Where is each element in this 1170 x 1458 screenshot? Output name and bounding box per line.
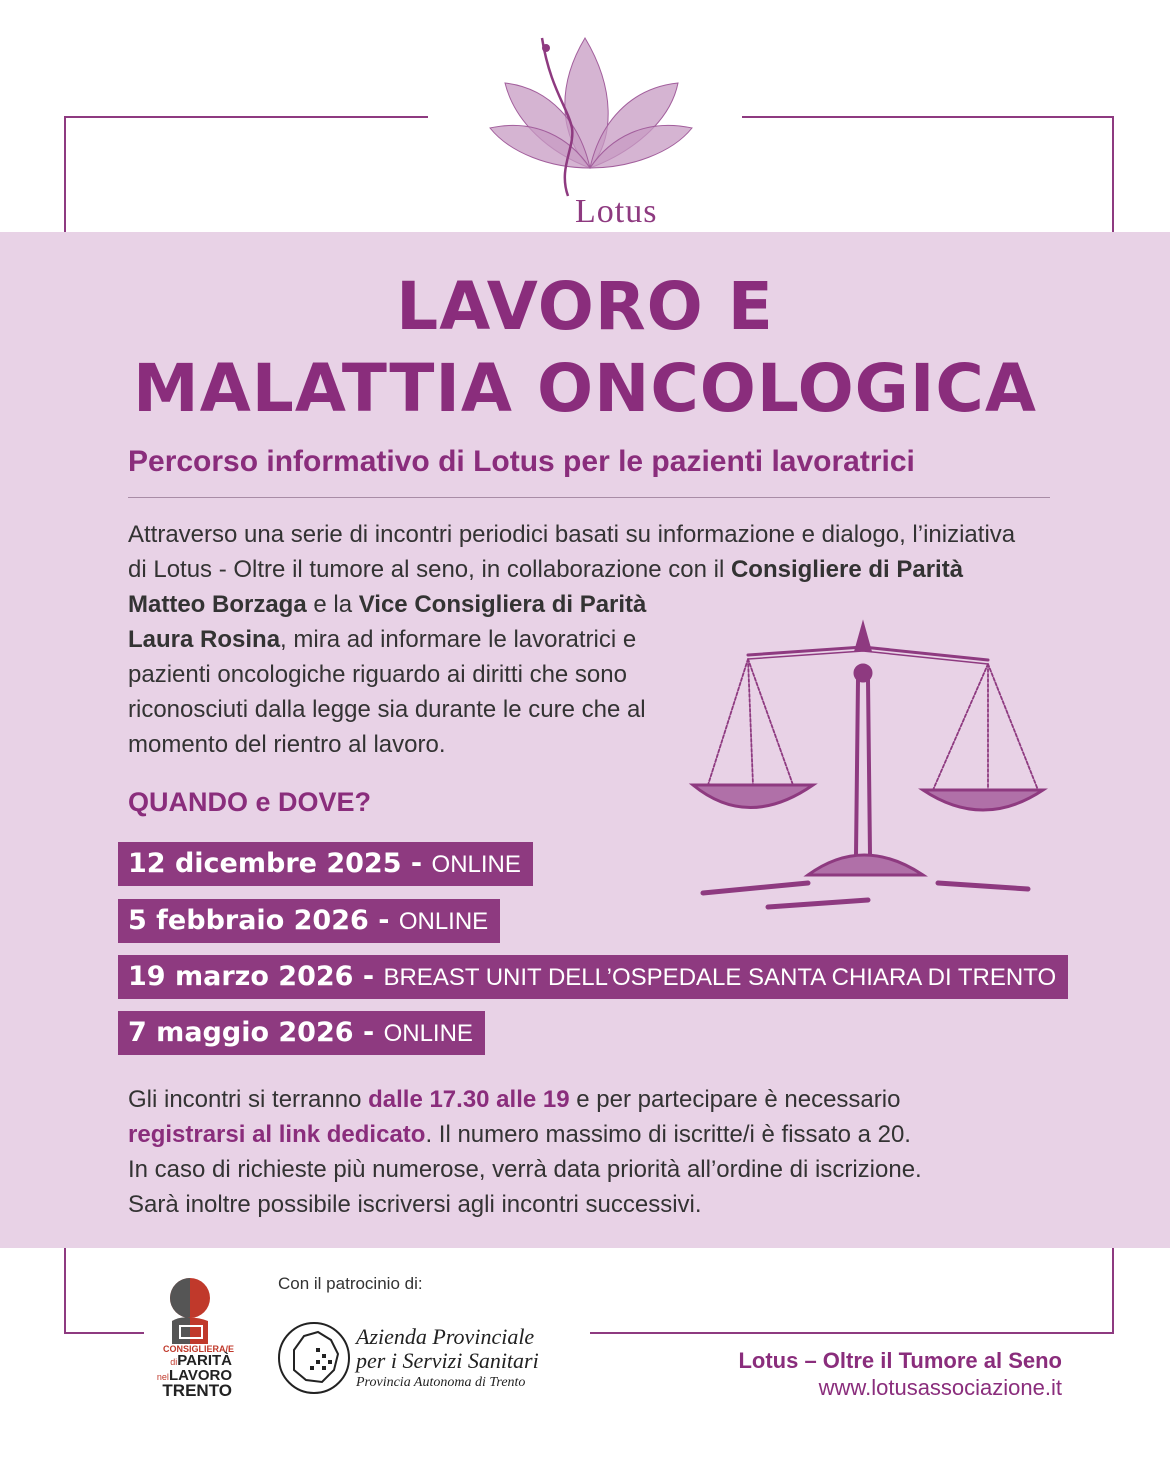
- title-line-2: MALATTIA ONCOLOGICA: [133, 350, 1037, 427]
- lotus-logo-text: Lotus: [575, 193, 658, 230]
- registration-link[interactable]: registrarsi al link dedicato: [128, 1121, 426, 1148]
- intro-line: pazienti oncologiche riguardo ai diritti che sono: [128, 661, 627, 688]
- footer-organization-name: Lotus – Oltre il Tumore al Seno: [738, 1348, 1062, 1373]
- consigliera-parita-logo: CONSIGLIERA/E diPARITÀ nelLAVORO TRENTO: [150, 1276, 240, 1396]
- frame-bottom-left: [64, 1332, 144, 1334]
- subtitle: Percorso informativo di Lotus per le pazienti lavoratrici: [128, 445, 915, 478]
- intro-line: momento del rientro al lavoro.: [128, 731, 446, 758]
- date-entry: 19 marzo 2026 - BREAST UNIT DELL’OSPEDALE SANTA CHIARA DI TRENTO: [118, 955, 1068, 999]
- divider: [128, 497, 1050, 498]
- lotus-logo: [480, 28, 700, 230]
- date-entry: 12 dicembre 2025 - ONLINE: [118, 842, 533, 886]
- info-line: Sarà inoltre possibile iscriversi agli incontri successivi.: [128, 1191, 702, 1218]
- intro-line: di Lotus - Oltre il tumore al seno, in collaborazione con il Consigliere di Parità: [128, 556, 964, 583]
- intro-line: Matteo Borzaga e la Vice Consigliera di Parità: [128, 591, 647, 618]
- frame-top-left: [64, 116, 428, 118]
- intro-line: Attraverso una serie di incontri periodici basati su informazione e dialogo, l’iniziativa: [128, 521, 1016, 548]
- frame-bottom-right: [590, 1332, 1114, 1334]
- info-line: Gli incontri si terranno dalle 17.30 alle 19 e per partecipare è necessario: [128, 1086, 901, 1113]
- when-where-heading: QUANDO e DOVE?: [128, 787, 372, 817]
- info-line: In caso di richieste più numerose, verrà data priorità all’ordine di iscrizione.: [128, 1156, 922, 1183]
- lotus-flower-icon: [480, 28, 700, 198]
- patronage-label: Con il patrocinio di:: [278, 1274, 423, 1293]
- info-line: registrarsi al link dedicato. Il numero massimo di iscritte/i è fissato a 20.: [128, 1121, 911, 1148]
- apss-logo: Azienda Provinciale per i Servizi Sanitari Provincia Autonoma di Trento: [276, 1320, 556, 1400]
- title-line-1: LAVORO E: [396, 268, 774, 345]
- date-entry: 5 febbraio 2026 - ONLINE: [118, 899, 500, 943]
- footer-website-link[interactable]: www.lotusassociazione.it: [818, 1375, 1062, 1400]
- date-entry: 7 maggio 2026 - ONLINE: [118, 1011, 485, 1055]
- frame-top-right: [742, 116, 1114, 118]
- scales-of-justice-illustration: [688, 615, 1048, 915]
- intro-line: Laura Rosina, mira ad informare le lavoratrici e: [128, 626, 637, 653]
- intro-line: riconosciuti dalla legge sia durante le cure che al: [128, 696, 646, 723]
